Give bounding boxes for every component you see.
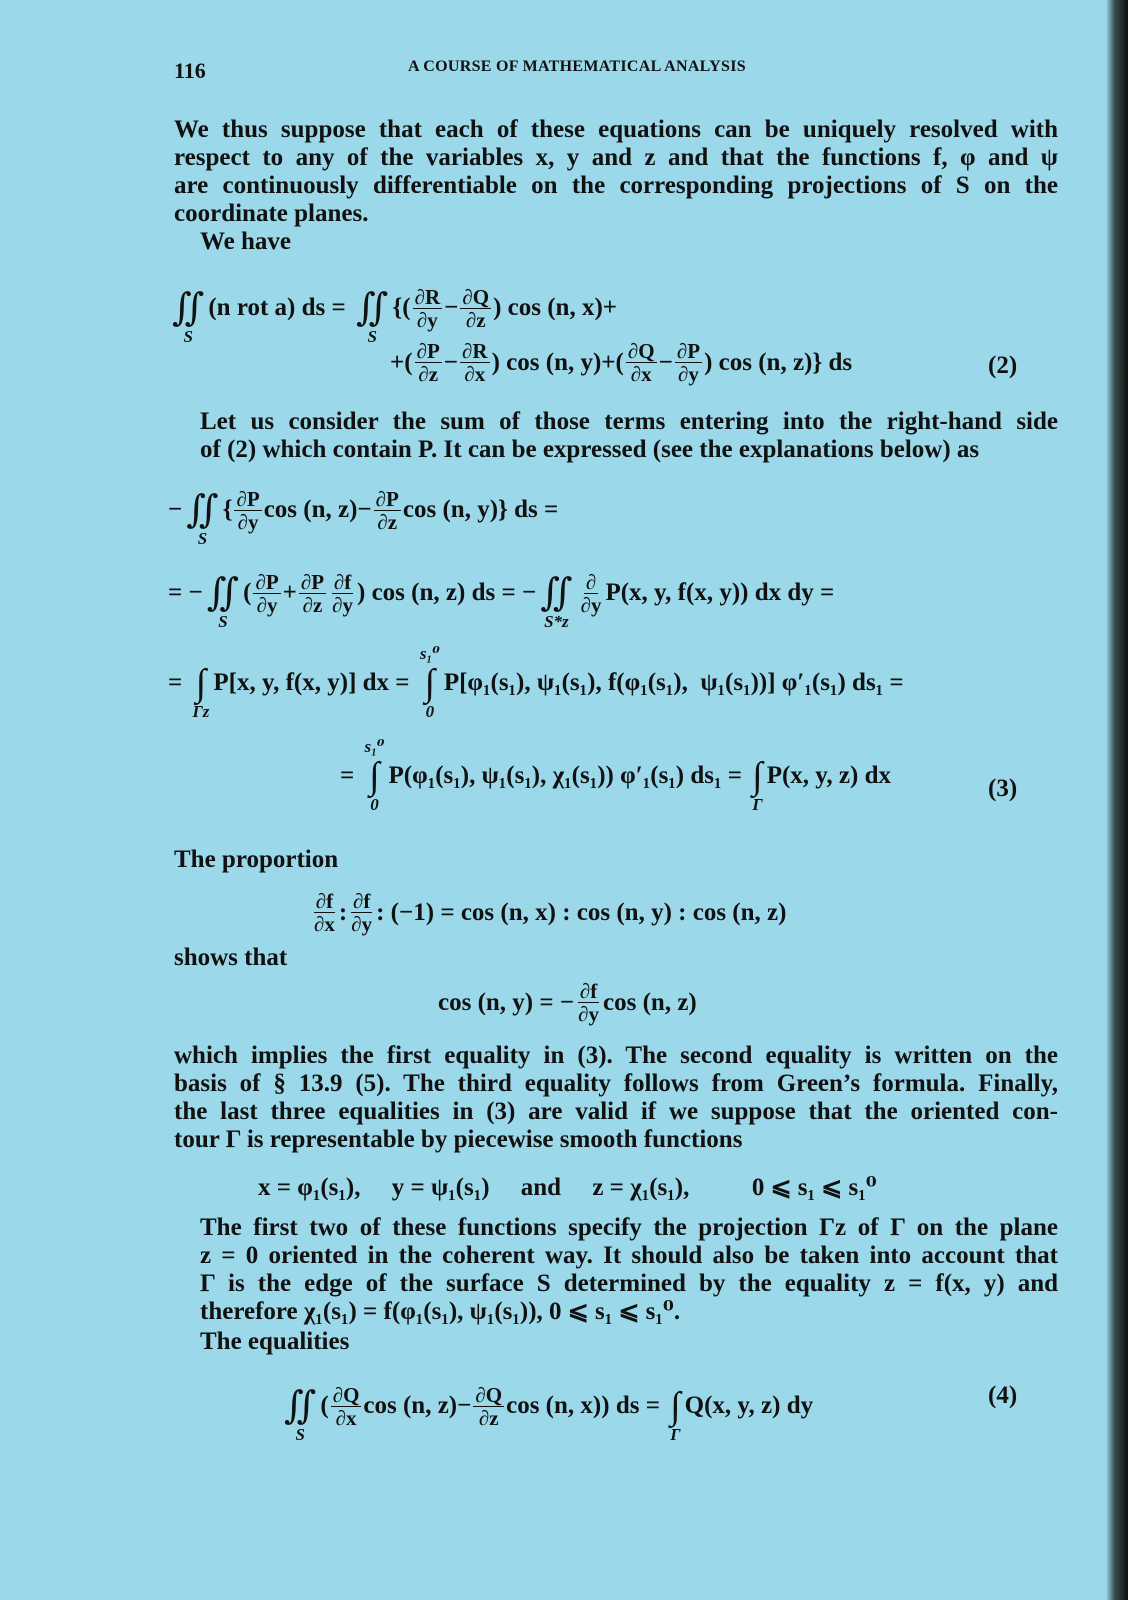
fraction <box>312 890 337 935</box>
numerator: ∂f <box>315 889 334 913</box>
fraction <box>576 980 601 1025</box>
integral-symbol: ∫ <box>670 1385 681 1427</box>
paragraph-4 <box>174 846 1058 874</box>
fraction <box>460 286 491 331</box>
integral-sign <box>540 555 572 631</box>
upper-limit: s₁⁰ <box>419 644 440 663</box>
lower-limit: S <box>183 327 193 346</box>
math-text: ( <box>243 579 252 606</box>
math-text: {( <box>392 294 411 321</box>
text-line: The proportion <box>174 846 339 873</box>
integral-symbol: ∬ <box>540 572 573 614</box>
lower-limit: Γ <box>752 795 763 814</box>
integral-sign <box>356 270 388 346</box>
paragraph-3 <box>174 408 1058 464</box>
numerator: ∂P <box>236 486 260 511</box>
text-line: We thus suppose that each of these equations can be uniquely resolved with <box>174 116 1058 143</box>
math-text: + <box>282 579 297 606</box>
math-text: ) cos (n, z)} ds <box>704 348 853 376</box>
denominator: ∂x <box>335 1405 357 1430</box>
text-line: z = 0 oriented in the coherent way. It should also be taken into account that <box>200 1242 1058 1269</box>
equation-number-2: (2) <box>988 352 1018 379</box>
lower-limit: S <box>218 612 228 631</box>
lower-limit: S*z <box>544 612 569 631</box>
numerator: ∂ <box>585 569 597 594</box>
page-edge-shadow <box>1106 0 1128 1600</box>
equation-3-line-4 <box>340 738 891 814</box>
denominator: ∂x <box>630 362 652 386</box>
integral-symbol: ∬ <box>284 1385 317 1427</box>
denominator: ∂z <box>377 509 398 534</box>
math-text: P(x, y, z) dx <box>766 762 891 789</box>
paragraph-8 <box>174 1328 1058 1356</box>
integral-symbol: ∬ <box>356 287 389 329</box>
denominator: ∂y <box>256 592 278 617</box>
functions-equation <box>258 1172 877 1202</box>
numerator: ∂P <box>375 486 399 511</box>
denominator: ∂z <box>418 362 439 386</box>
lower-limit: Γ <box>670 1425 681 1444</box>
cos-equation <box>438 980 697 1025</box>
integral-sign <box>207 555 239 631</box>
text-line: therefore χ₁(s₁) = f(φ₁(s₁), ψ₁(s₁)), 0 ⩽ s₁ ⩽ s₁⁰. <box>200 1298 681 1325</box>
equation-3-line-1 <box>168 472 558 548</box>
math-text: : <box>338 898 348 926</box>
integral-symbol: ∫ <box>195 662 207 704</box>
integral-sign <box>752 738 762 814</box>
integral-sign <box>365 738 385 814</box>
numerator: ∂P <box>300 569 325 594</box>
math-text: cos (n, y) = − <box>438 988 575 1016</box>
numerator: ∂Q <box>462 284 490 309</box>
fraction <box>675 340 702 385</box>
denominator: ∂z <box>478 1405 499 1430</box>
denominator: ∂y <box>237 509 259 534</box>
lower-limit: S <box>367 327 377 346</box>
denominator: ∂y <box>678 362 699 386</box>
math-text: − <box>168 496 183 523</box>
fraction <box>579 571 604 616</box>
running-title: A COURSE OF MATHEMATICAL ANALYSIS <box>408 58 746 75</box>
text-line: The first two of these functions specify the projection Γz of Γ on the plane <box>200 1214 1058 1241</box>
numerator: ∂P <box>255 569 279 594</box>
integral-sign <box>420 645 440 721</box>
integral-sign <box>670 1368 680 1444</box>
numerator: ∂f <box>579 979 598 1003</box>
lower-limit: 0 <box>370 795 379 814</box>
fraction <box>460 340 490 385</box>
integral-symbol: ∫ <box>424 662 436 704</box>
numerator: ∂f <box>333 569 352 594</box>
math-text: ( <box>320 1392 329 1419</box>
equation-2-line-2 <box>390 340 852 385</box>
proportion-equation <box>310 890 786 935</box>
math-text: = <box>340 762 361 789</box>
text-line: tour Γ is representable by piecewise smooth functions <box>174 1126 743 1153</box>
denominator: ∂y <box>416 307 438 332</box>
fraction <box>253 571 280 616</box>
integral-symbol: ∬ <box>172 287 205 329</box>
denominator: ∂y <box>578 1002 600 1026</box>
math-text: ) cos (n, x)+ <box>493 294 618 321</box>
upper-limit: s₁⁰ <box>364 737 385 756</box>
fraction <box>413 286 443 331</box>
fraction <box>374 488 401 533</box>
equation-3-line-2 <box>168 555 834 631</box>
math-text: : (−1) = cos (n, x) : cos (n, y) : cos (n, z) <box>376 898 787 926</box>
math-text: { <box>222 496 233 523</box>
text-line: coordinate planes. <box>174 200 369 227</box>
math-text: − <box>658 348 673 376</box>
math-text: P(φ₁(s₁), ψ₁(s₁), χ₁(s₁)) φ′₁(s₁) ds₁ = <box>388 762 749 789</box>
fraction <box>299 571 326 616</box>
denominator: ∂x <box>314 912 335 936</box>
text-line: basis of § 13.9 (5). The third equality follows from Green’s formula. Finally, <box>174 1070 1058 1097</box>
numerator: ∂Q <box>475 1382 503 1407</box>
numerator: ∂P <box>676 339 701 363</box>
fraction <box>415 340 442 385</box>
denominator: ∂z <box>302 592 323 617</box>
denominator: ∂y <box>580 592 602 617</box>
math-text: ) cos (n, z) ds = − <box>357 579 537 606</box>
lower-limit: 0 <box>425 702 435 721</box>
math-text: = − <box>168 579 203 606</box>
fraction <box>473 1384 504 1429</box>
text-line: the last three equalities in (3) are valid if we suppose that the oriented con- <box>174 1098 1058 1125</box>
paragraph-5 <box>174 944 1058 972</box>
integral-sign <box>186 472 218 548</box>
fraction <box>234 488 261 533</box>
integral-sign <box>193 645 210 721</box>
fraction <box>349 890 374 935</box>
math-text: cos (n, z)− <box>363 1392 472 1419</box>
denominator: ∂x <box>464 362 486 386</box>
numerator: ∂Q <box>332 1382 360 1407</box>
math-text: P[x, y, f(x, y)] dx = <box>213 669 416 696</box>
text-line: Let us consider the sum of those terms entering into the right-hand side <box>200 408 1058 435</box>
denominator: ∂y <box>351 912 373 936</box>
math-text: +( <box>390 348 413 376</box>
numerator: ∂f <box>352 889 371 913</box>
math-text: cos (n, z)− <box>263 496 372 523</box>
math-text: ) cos (n, y)+( <box>491 348 624 376</box>
math-text: − <box>444 294 459 321</box>
paragraph-1 <box>174 116 1058 228</box>
integral-sign <box>284 1368 316 1444</box>
denominator: ∂z <box>465 307 486 332</box>
math-text: − <box>443 348 459 376</box>
text-line: shows that <box>174 944 288 971</box>
integral-symbol: ∫ <box>369 755 380 797</box>
math-text: = <box>168 669 189 696</box>
integral-symbol: ∬ <box>206 572 240 614</box>
integral-sign <box>172 270 204 346</box>
paragraph-2 <box>174 228 1058 256</box>
text-line: which implies the first equality in (3). The second equality is written on the <box>174 1042 1058 1069</box>
paragraph-7 <box>174 1214 1058 1326</box>
math-text: cos (n, z) <box>603 988 697 1016</box>
math-text: P[φ₁(s₁), ψ₁(s₁), f(φ₁(s₁), ψ₁(s₁))] φ′₁(s₁) ds₁ = <box>443 669 904 696</box>
text-line: The equalities <box>200 1328 350 1355</box>
equation-4 <box>280 1368 813 1444</box>
fraction <box>330 571 355 616</box>
text-line: of (2) which contain P. It can be expressed (see the explanations below) as <box>200 436 980 463</box>
equation-3-line-3 <box>168 645 904 721</box>
math-text: x = φ₁(s₁), y = ψ₁(s₁) and z = χ₁(s₁), 0 ⩽ s₁ ⩽ s₁⁰ <box>258 1174 877 1201</box>
equation-number-3: (3) <box>988 775 1018 802</box>
text-line: respect to any of the variables x, y and z and that the functions f, φ and ψ <box>174 144 1058 171</box>
paragraph-6 <box>174 1042 1058 1154</box>
math-text: cos (n, x)) ds = <box>506 1392 667 1419</box>
math-text: (n rot a) ds = <box>208 294 353 321</box>
text-line: Γ is the edge of the surface S determined by the equality z = f(x, y) and <box>200 1270 1058 1297</box>
fraction <box>331 1384 362 1429</box>
lower-limit: Γz <box>192 702 210 721</box>
math-text: cos (n, y)} ds = <box>402 496 559 523</box>
fraction <box>626 340 657 385</box>
integral-symbol: ∬ <box>186 489 219 531</box>
numerator: ∂R <box>414 284 441 309</box>
numerator: ∂Q <box>627 339 655 363</box>
numerator: ∂P <box>416 339 440 363</box>
denominator: ∂y <box>332 592 354 617</box>
page-number: 116 <box>174 58 206 83</box>
numerator: ∂R <box>462 339 488 363</box>
math-text: Q(x, y, z) dy <box>684 1392 814 1419</box>
math-text: P(x, y, f(x, y)) dx dy = <box>605 579 835 606</box>
equation-number-4: (4) <box>988 1382 1018 1409</box>
lower-limit: S <box>295 1425 305 1444</box>
text-line: We have <box>200 228 291 255</box>
text-line: are continuously differentiable on the corresponding projections of S on the <box>174 172 1058 199</box>
integral-symbol: ∫ <box>752 755 763 797</box>
lower-limit: S <box>197 529 208 548</box>
equation-2-line-1 <box>168 270 617 346</box>
